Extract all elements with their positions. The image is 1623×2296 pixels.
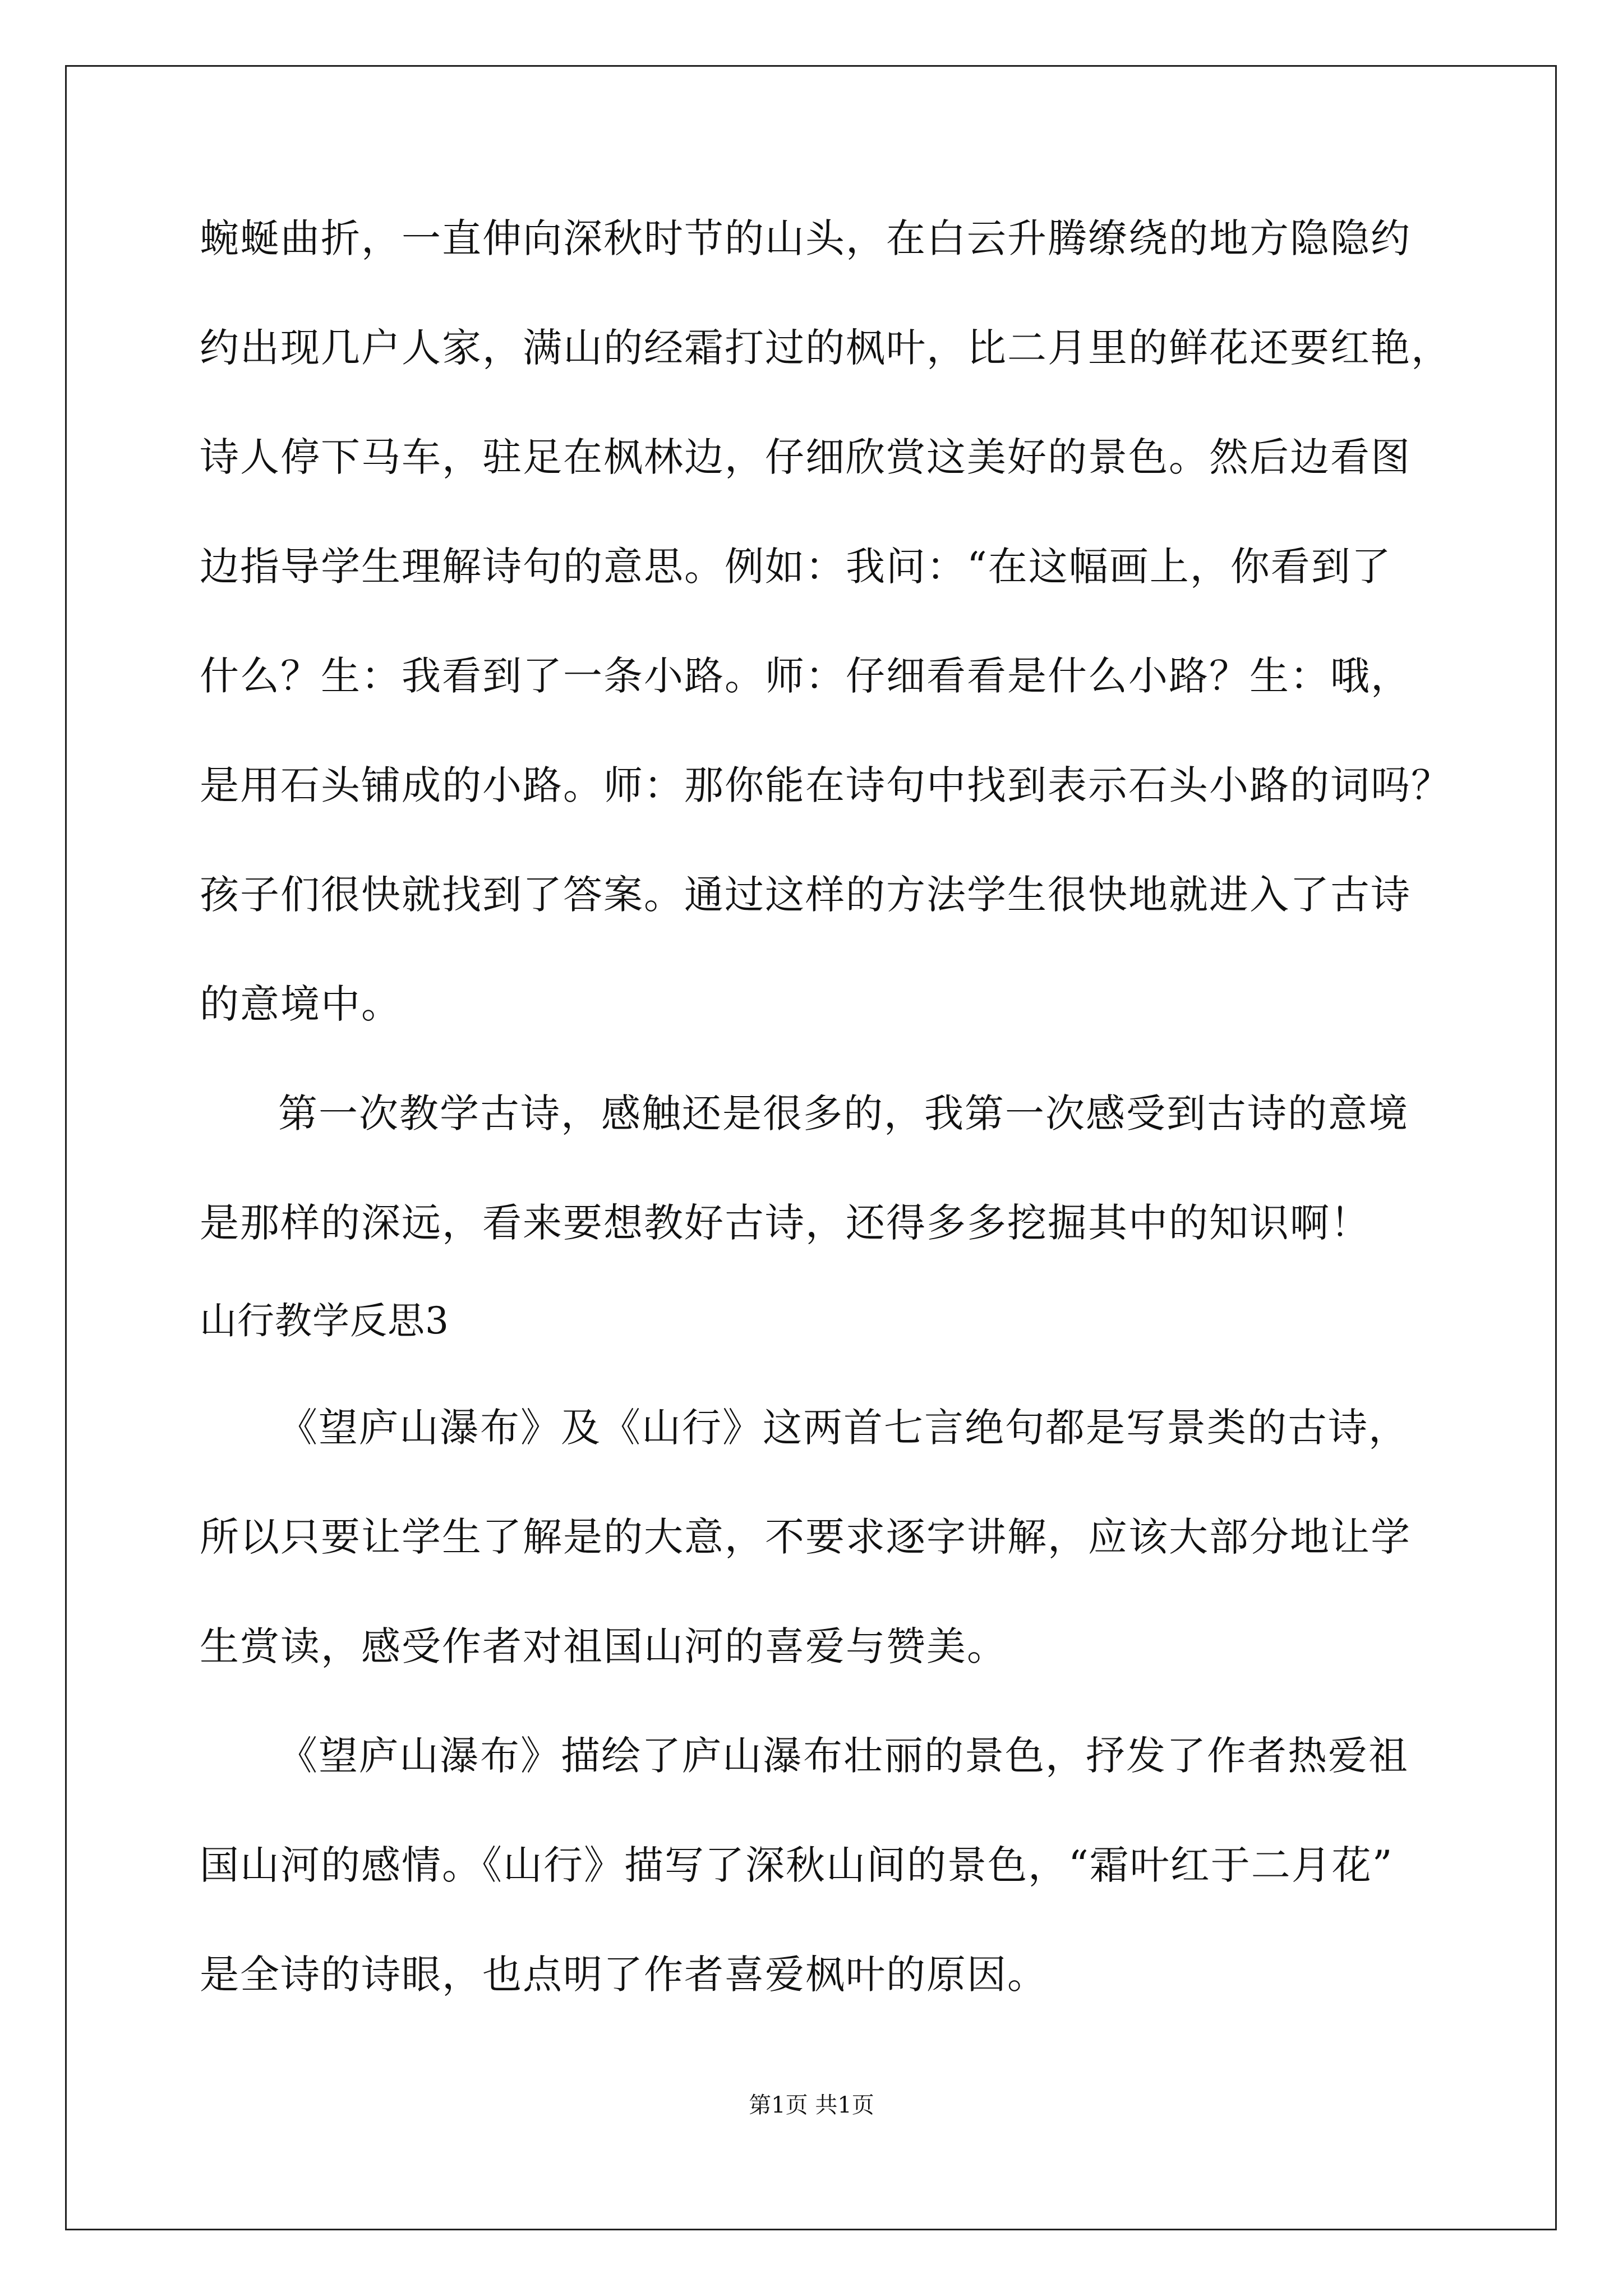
body-line: 生赏读，感受作者对祖国山河的喜爱与赞美。 — [200, 1623, 1007, 1669]
body-line: 的意境中。 — [200, 981, 402, 1027]
body-line: 什么？生：我看到了一条小路。师：仔细看看是什么小路？生：哦， — [200, 653, 1411, 699]
body-line: 所以只要让学生了解是的大意，不要求逐字讲解，应该大部分地让学 — [200, 1514, 1411, 1560]
body-line: 诗人停下马车，驻足在枫林边，仔细欣赏这美好的景色。然后边看图 — [200, 434, 1411, 480]
paragraph-first-line: 《望庐山瀑布》描绘了庐山瀑布壮丽的景色，抒发了作者热爱祖 — [278, 1733, 1409, 1779]
body-line: 边指导学生理解诗句的意思。例如：我问：“在这幅画上，你看到了 — [200, 544, 1392, 590]
body-line: 是那样的深远，看来要想教好古诗，还得多多挖掘其中的知识啊！ — [200, 1200, 1371, 1246]
body-line: 蜿蜒曲折，一直伸向深秋时节的山头，在白云升腾缭绕的地方隐隐约 — [200, 215, 1411, 261]
paragraph-first-line: 第一次教学古诗，感触还是很多的，我第一次感受到古诗的意境 — [278, 1091, 1409, 1137]
paragraph-first-line: 《望庐山瀑布》及《山行》这两首七言绝句都是写景类的古诗， — [278, 1405, 1409, 1451]
body-line: 孩子们很快就找到了答案。通过这样的方法学生很快地就进入了古诗 — [200, 872, 1411, 918]
body-line: 是用石头铺成的小路。师：那你能在诗句中找到表示石头小路的词吗？ — [200, 762, 1451, 808]
body-line: 国山河的感情。《山行》描写了深秋山间的景色，“霜叶红于二月花” — [200, 1842, 1394, 1888]
page-number-footer: 第1页 共1页 — [749, 2092, 874, 2118]
body-line: 是全诗的诗眼，也点明了作者喜爱枫叶的原因。 — [200, 1952, 1048, 1998]
body-line: 约出现几户人家，满山的经霜打过的枫叶，比二月里的鲜花还要红艳， — [200, 325, 1451, 371]
section-heading: 山行教学反思3 — [200, 1299, 449, 1342]
page-border — [65, 65, 1557, 2230]
